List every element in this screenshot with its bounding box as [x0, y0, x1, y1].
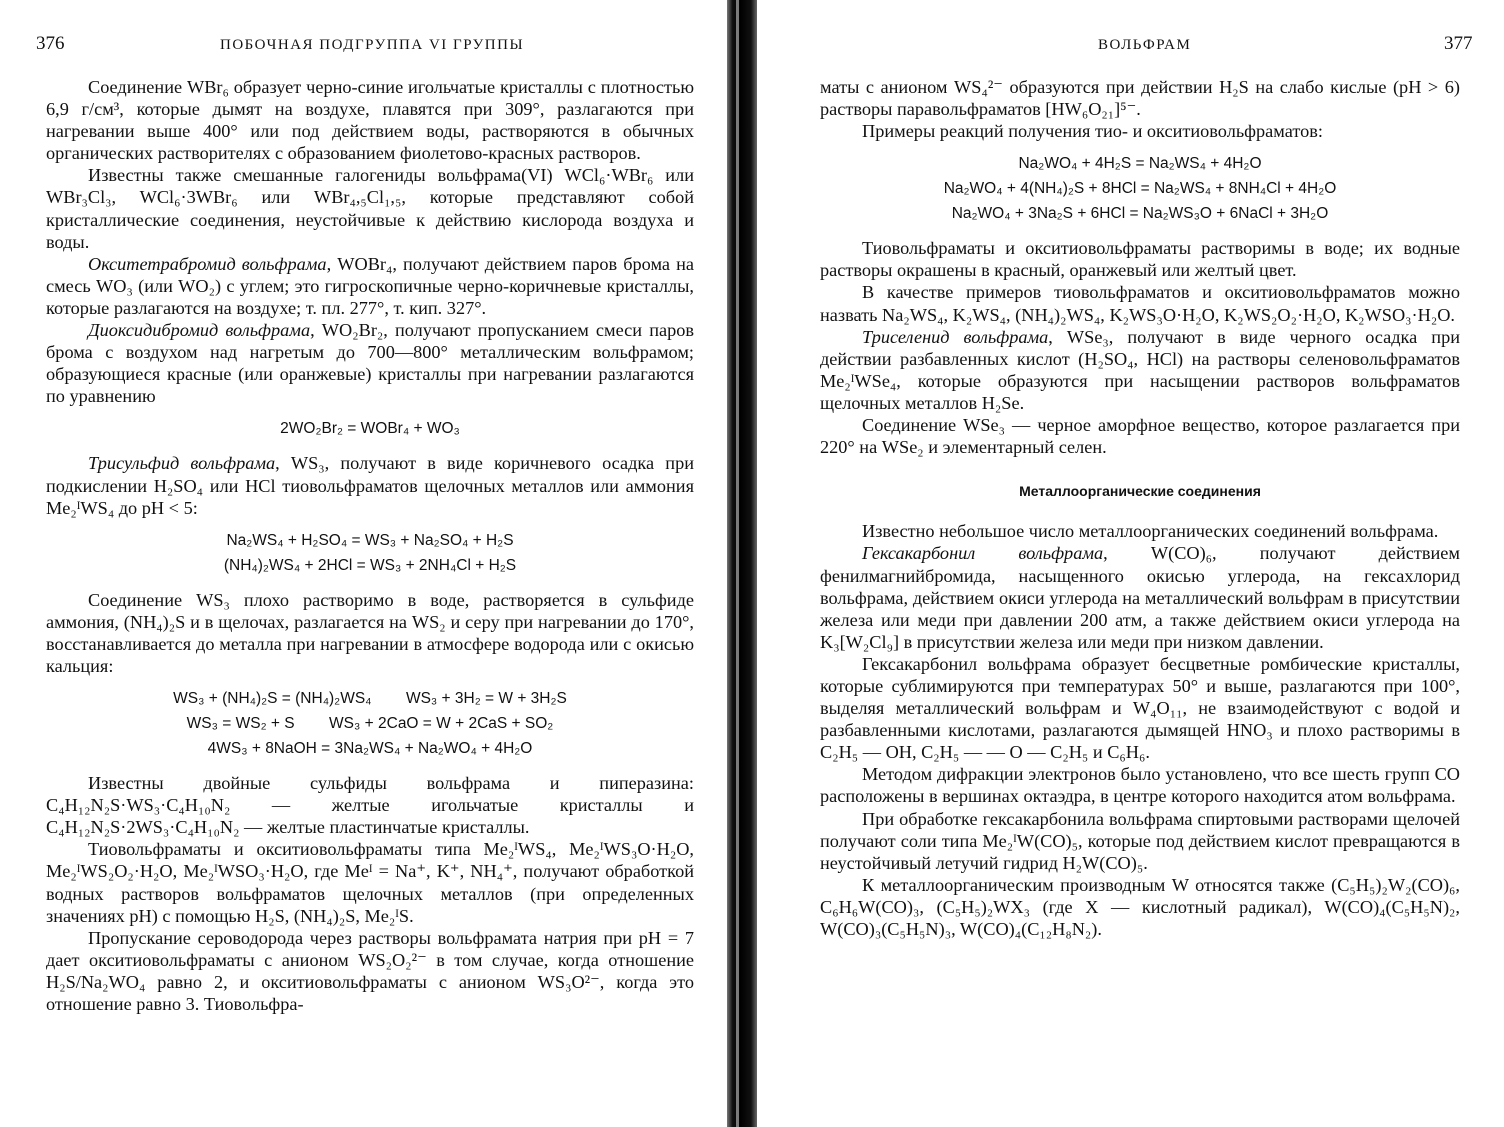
- page-number: 376: [36, 33, 65, 54]
- paragraph: [820, 76, 1460, 120]
- paragraph-text: Примеры реакций получения тио- и окситиовольфраматов:: [862, 121, 1323, 142]
- book-gutter: [727, 0, 757, 1127]
- equation: Na₂WO₄ + 3Na₂S + 6HCl = Na₂WS₃O + 6NaCl + 3H₂O: [951, 205, 1329, 223]
- compound-name: Триселенид вольфрама: [862, 326, 1049, 347]
- paragraph: [820, 281, 1460, 325]
- paragraph: [46, 253, 694, 319]
- equation-block: [46, 686, 694, 761]
- paragraph: [46, 164, 694, 252]
- paragraph: [820, 414, 1460, 458]
- equation: Na₂WS₄ + H₂SO₄ = WS₃ + Na₂SO₄ + H₂S: [226, 531, 514, 549]
- paragraph-text: , W(CO)₆, получают действием фенилмагнийбромида, насыщенного окисью углерода, на гексахлорид вольфрама, действием окиси углерода на металлический вольфрам в присутствии железа или меди при давлении 200 атм, а также действием окиси углерода на K₃[W₂Cl₉] в присутствии железа или меди при низком давлении.: [820, 543, 1460, 652]
- compound-name: Диоксидибромид вольфрама: [88, 320, 311, 341]
- paragraph-text: , WO₂Br₂, получают пропусканием смеси паров брома с воздухом над нагретым до 700—800° металлическим вольфрамом; образующиеся красные (или оранжевые) кристаллы при нагревании разлагаются по уравнению: [46, 320, 694, 407]
- compound-name: Гексакарбонил вольфрама: [862, 543, 1104, 564]
- equation-block: [46, 416, 694, 441]
- paragraph-text: К металлоорганическим производным W относятся также (C₅H₅)₂W₂(CO)₆, C₆H₆W(CO)₃, (C₅H₅)₂WX₃ (где X — кислотный радикал), W(CO)₄(C₅H₅N)₂, W(CO)₃(C₅H₅N)₃, W(CO)₄(C₁₂H₈N₂).: [820, 874, 1460, 939]
- equation-block: [46, 528, 694, 578]
- equation: WS₃ = WS₂ + S WS₃ + 2CaO = W + 2CaS + SO₂: [186, 715, 554, 733]
- paragraph-text: В качестве примеров тиовольфраматов и окситиовольфраматов можно назвать Na₂WS₄, K₂WS₄, (NH₄)₂WS₄, K₂WS₃O·H₂O, K₂WS₂O₂·H₂O, K₂WSO₃·H₂O.: [820, 282, 1460, 325]
- left-page-body: [46, 76, 694, 1015]
- left-page: [0, 0, 725, 1127]
- paragraph-text: Известны двойные сульфиды вольфрама и пиперазина: C₄H₁₂N₂S·WS₃·C₄H₁₀N₂ — желтые игольчатые кристаллы и C₄H₁₂N₂S·2WS₃·C₄H₁₀N₂ — желтые пластинчатые кристаллы.: [46, 773, 694, 838]
- paragraph: [820, 326, 1460, 414]
- running-head: ПОБОЧНАЯ ПОДГРУППА VI ГРУППЫ: [220, 37, 525, 53]
- paragraph: [46, 589, 694, 677]
- right-page: [760, 0, 1504, 1127]
- paragraph-text: Тиовольфраматы и окситиовольфраматы растворимы в воде; их водные растворы окрашены в красный, оранжевый или желтый цвет.: [820, 238, 1460, 281]
- paragraph-text: маты с анионом WS₄²⁻ образуются при действии H₂S на слабо кислые (pH > 6) растворы паравольфраматов [HW₆O₂₁]⁵⁻.: [820, 77, 1460, 120]
- equation: 4WS₃ + 8NaOH = 3Na₂WS₄ + Na₂WO₄ + 4H₂O: [207, 740, 533, 758]
- paragraph-text: Соединение WS₃ плохо растворимо в воде, растворяется в сульфиде аммония, (NH₄)₂S и в щелочах, разлагается на WS₂ и серу при нагревании до 170°, восстанавливается до металла при нагревании в атмосфере водорода или с окисью кальция:: [46, 589, 694, 676]
- paragraph-text: , WOBr₄, получают действием паров брома на смесь WO₃ (или WO₂) с углем; это гигроскопичные черно-коричневые кристаллы, которые разлагаются на воздухе; т. пл. 277°, т. кип. 327°.: [46, 253, 695, 318]
- paragraph: [820, 542, 1460, 652]
- paragraph-text: Известны также смешанные галогениды вольфрама(VI) WCl₆·WBr₆ или WBr₃Cl₃, WCl₆·3WBr₆ или WBr₄,₅Cl₁,₅, которые представляют собой кристаллические соединения, неустойчивые к действию кислорода воздуха и воды.: [46, 165, 694, 252]
- section-heading: Металлоорганические соединения: [1019, 483, 1261, 500]
- page-number: 377: [1444, 33, 1473, 54]
- paragraph: [46, 452, 694, 518]
- equation: Na₂WO₄ + 4(NH₄)₂S + 8HCl = Na₂WS₄ + 8NH₄Cl + 4H₂O: [943, 180, 1337, 198]
- equation: (NH₄)₂WS₄ + 2HCl = WS₃ + 2NH₄Cl + H₂S: [223, 556, 517, 574]
- paragraph: [820, 808, 1460, 874]
- paragraph: [46, 319, 694, 407]
- paragraph-text: Тиовольфраматы и окситиовольфраматы типа Me₂ᴵWS₄, Me₂ᴵWS₃O·H₂O, Me₂ᴵWS₂O₂·H₂O, Me₂ᴵWSO₃·H₂O, где Meᴵ = Na⁺, K⁺, NH₄⁺, получают обработкой водных растворов вольфраматов щелочных металлов (при определенных значениях pH) с помощью H₂S, (NH₄)₂S, Me₂ᴵS.: [46, 839, 694, 926]
- paragraph-text: , WS₃, получают в виде коричневого осадка при подкислении H₂SO₄ или HCl тиовольфраматов щелочных металлов или аммония Me₂ᴵWS₄ до pH < 5:: [46, 453, 694, 518]
- equation: 2WO₂Br₂ = WOBr₄ + WO₃: [280, 420, 460, 438]
- paragraph: [46, 76, 694, 164]
- paragraph: [820, 520, 1460, 542]
- paragraph: [820, 874, 1460, 940]
- compound-name: Трисульфид вольфрама: [88, 453, 276, 474]
- paragraph: [46, 838, 694, 926]
- equation: Na₂WO₄ + 4H₂S = Na₂WS₄ + 4H₂O: [1018, 155, 1262, 173]
- paragraph: [820, 120, 1460, 142]
- running-head: ВОЛЬФРАМ: [1098, 37, 1192, 53]
- paragraph: [46, 772, 694, 838]
- paragraph: [820, 237, 1460, 281]
- paragraph-text: , WSe₃, получают в виде черного осадка при действии разбавленных кислот (H₂SO₄, HCl) на растворы селеновольфраматов Me₂ᴵWSe₄, которые образуются при насыщении растворов вольфраматов щелочных металлов H₂Se.: [820, 326, 1460, 413]
- equation: WS₃ + (NH₄)₂S = (NH₄)₂WS₄ WS₃ + 3H₂ = W + 3H₂S: [173, 690, 567, 708]
- paragraph: [820, 763, 1460, 807]
- paragraph: [46, 927, 694, 1015]
- paragraph-text: Пропускание сероводорода через растворы вольфрамата натрия при pH = 7 дает окситиовольфраматы с анионом WS₂O₂²⁻ в том случае, когда отношение H₂S/Na₂WO₄ равно 2, и окситиовольфраматы с анионом WS₃O²⁻, когда это отношение равно 3. Тиовольфра-: [46, 927, 694, 1014]
- right-page-body: [820, 76, 1460, 940]
- paragraph-text: Соединение WSe₃ — черное аморфное вещество, которое разлагается при 220° на WSe₂ и элементарный селен.: [820, 415, 1460, 458]
- paragraph-text: При обработке гексакарбонила вольфрама спиртовыми растворами щелочей получают соли типа Me₂ᴵW(CO)₅, которые под действием кислот превращаются в неустойчивый летучий гидрид H₂W(CO)₅.: [820, 808, 1460, 873]
- paragraph-text: Методом дифракции электронов было установлено, что все шесть групп CO расположены в вершинах октаэдра, в центре которого находится атом вольфрама.: [820, 764, 1460, 807]
- paragraph-text: Гексакарбонил вольфрама образует бесцветные ромбические кристаллы, которые сублимируются при температурах 50° и выше, разлагаются при 100°, выделяя металлический вольфрам и W₄O₁₁, не взаимодействуют с водой и разбавленными кислотами, разлагаются дымящей HNO₃ и плохо растворимы в C₂H₅ — OH, C₂H₅ — — O — C₂H₅ и C₆H₆.: [820, 653, 1460, 763]
- paragraph: [820, 653, 1460, 763]
- paragraph-text: Соединение WBr₆ образует черно-синие игольчатые кристаллы с плотностью 6,9 г/см³, которые дымят на воздухе, плавятся при 309°, разлагаются при нагревании выше 400° или под действием воды, растворяются в обычных органических растворителях с образованием фиолетово-красных растворов.: [46, 77, 694, 164]
- equation-block: [820, 151, 1460, 226]
- compound-name: Окситетрабромид вольфрама: [88, 253, 327, 274]
- paragraph-text: Известно небольшое число металлоорганических соединений вольфрама.: [862, 521, 1439, 542]
